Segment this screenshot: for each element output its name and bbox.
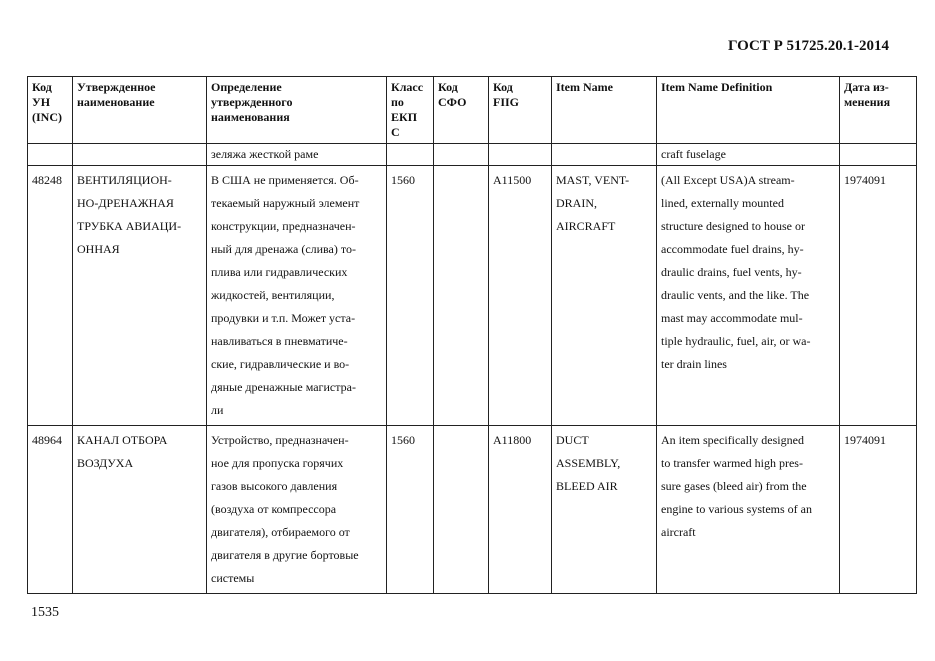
cell-text-line: ное для пропуска горячих: [211, 456, 344, 470]
cell-item-definition-continuation: craft fuselage: [657, 144, 840, 166]
cell-text-line: Утвержденное: [77, 80, 156, 94]
cell-text-line: (INC): [32, 110, 62, 124]
cell-text-line: газов высокого давления: [211, 479, 338, 493]
cell-text-line: ASSEMBLY,: [556, 456, 621, 470]
cell-text-line: ВОЗДУХА: [77, 456, 134, 470]
header-approved-name: [73, 77, 207, 144]
cell-text-line: Устройство, предназначен-: [211, 433, 349, 447]
cell-text-line: продувки и т.п. Может уста-: [211, 311, 356, 325]
cell-text-line: С: [391, 125, 400, 139]
cell-text-line: СФО: [438, 95, 467, 109]
cell-definition: [207, 426, 387, 594]
header-definition: [207, 77, 387, 144]
cell-text-line: навливаться в пневматиче-: [211, 334, 348, 348]
cell-text-line: FIIG: [493, 95, 520, 109]
cell-class: 1560: [387, 166, 434, 426]
table-row: [28, 426, 917, 594]
cell-text-line: BLEED AIR: [556, 479, 618, 493]
cell-text-line: to transfer warmed high pres-: [661, 456, 803, 470]
table-header-row: [28, 77, 917, 144]
cell-text-line: менения: [844, 95, 891, 109]
document-code: ГОСТ Р 51725.20.1-2014: [727, 38, 889, 54]
cell-item-name: [552, 166, 657, 426]
cell-text-line: draulic vents, and the like. The: [661, 288, 810, 302]
cell-text-line: ный для дренажа (слива) то-: [211, 242, 356, 256]
cell-text-line: engine to various systems of an: [661, 502, 812, 516]
cell-text-line: В США не применяется. Об-: [211, 173, 359, 187]
cell-text-line: Код: [493, 80, 513, 94]
cell-text-line: structure designed to house or: [661, 219, 805, 233]
cell-inc: 48964: [28, 426, 73, 594]
cell-empty: [489, 144, 552, 166]
cell-text-line: Item Name: [556, 80, 613, 94]
cell-text-line: плива или гидравлических: [211, 265, 348, 279]
cell-empty: [387, 144, 434, 166]
cell-change-date: 1974091: [840, 166, 917, 426]
cell-text-line: ВЕНТИЛЯЦИОН-: [77, 173, 172, 187]
cell-text-line: системы: [211, 571, 255, 585]
cell-text-line: lined, externally mounted: [661, 196, 784, 210]
cell-approved-name: [73, 166, 207, 426]
cell-item-name-definition: [657, 166, 840, 426]
continuation-row: [28, 144, 917, 166]
header-item-name: [552, 77, 657, 144]
header-sfo-code: [434, 77, 489, 144]
cell-text-line: текаемый наружный элемент: [211, 196, 360, 210]
cell-text-line: ТРУБКА АВИАЦИ-: [77, 219, 182, 233]
cell-text-line: по: [391, 95, 404, 109]
cell-text-line: tiple hydraulic, fuel, air, or wa-: [661, 334, 811, 348]
cell-text-line: Дата из-: [844, 80, 889, 94]
cell-item-name: [552, 426, 657, 594]
cell-text-line: Код: [438, 80, 458, 94]
cell-text-line: жидкостей, вентиляции,: [211, 288, 335, 302]
cell-empty: [434, 144, 489, 166]
cell-text-line: двигателя), отбираемого от: [211, 525, 350, 539]
cell-text-line: DRAIN,: [556, 196, 597, 210]
cell-text-line: Код: [32, 80, 52, 94]
cell-text-line: Класс: [391, 80, 424, 94]
cell-fiig-code: A11800: [489, 426, 552, 594]
cell-approved-name: [73, 426, 207, 594]
nomenclature-table: [27, 76, 917, 594]
table-row: [28, 166, 917, 426]
cell-class: 1560: [387, 426, 434, 594]
cell-empty: [552, 144, 657, 166]
cell-text-line: утвержденного: [211, 95, 293, 109]
cell-text-line: (воздуха от компрессора: [211, 502, 337, 516]
cell-text-line: ские, гидравлические и во-: [211, 357, 350, 371]
page-number: 1535: [31, 605, 59, 620]
cell-text-line: (All Except USA)A stream-: [661, 173, 795, 187]
cell-text-line: Определение: [211, 80, 282, 94]
cell-text-line: draulic drains, fuel vents, hy-: [661, 265, 802, 279]
cell-text-line: mast may accommodate mul-: [661, 311, 803, 325]
cell-text-line: УН: [32, 95, 51, 109]
cell-text-line: DUCT: [556, 433, 589, 447]
cell-definition: [207, 166, 387, 426]
cell-text-line: наименования: [211, 110, 290, 124]
cell-text-line: An item specifically designed: [661, 433, 804, 447]
cell-text-line: accommodate fuel drains, hy-: [661, 242, 804, 256]
cell-item-name-definition: [657, 426, 840, 594]
cell-sfo-code: [434, 166, 489, 426]
cell-text-line: двигателя в другие бортовые: [211, 548, 359, 562]
cell-definition-continuation: зеляжа жесткой раме: [207, 144, 387, 166]
cell-text-line: НО-ДРЕНАЖНАЯ: [77, 196, 174, 210]
cell-text-line: sure gases (bleed air) from the: [661, 479, 807, 493]
header-item-name-definition: [657, 77, 840, 144]
cell-fiig-code: A11500: [489, 166, 552, 426]
cell-text-line: MAST, VENT-: [556, 173, 630, 187]
cell-text-line: AIRCRAFT: [556, 219, 616, 233]
cell-text-line: ter drain lines: [661, 357, 727, 371]
cell-text-line: Item Name Definition: [661, 80, 773, 94]
header-class: [387, 77, 434, 144]
header-inc: [28, 77, 73, 144]
cell-empty: [73, 144, 207, 166]
cell-change-date: 1974091: [840, 426, 917, 594]
cell-empty: [28, 144, 73, 166]
cell-text-line: наименование: [77, 95, 155, 109]
cell-text-line: aircraft: [661, 525, 696, 539]
cell-text-line: конструкции, предназначен-: [211, 219, 356, 233]
header-change-date: [840, 77, 917, 144]
cell-empty: [840, 144, 917, 166]
cell-text-line: ОННАЯ: [77, 242, 120, 256]
cell-text-line: дяные дренажные магистра-: [211, 380, 356, 394]
cell-text-line: ли: [211, 403, 224, 417]
cell-sfo-code: [434, 426, 489, 594]
cell-inc: 48248: [28, 166, 73, 426]
cell-text-line: КАНАЛ ОТБОРА: [77, 433, 168, 447]
cell-text-line: ЕКП: [391, 110, 418, 124]
header-fiig-code: [489, 77, 552, 144]
